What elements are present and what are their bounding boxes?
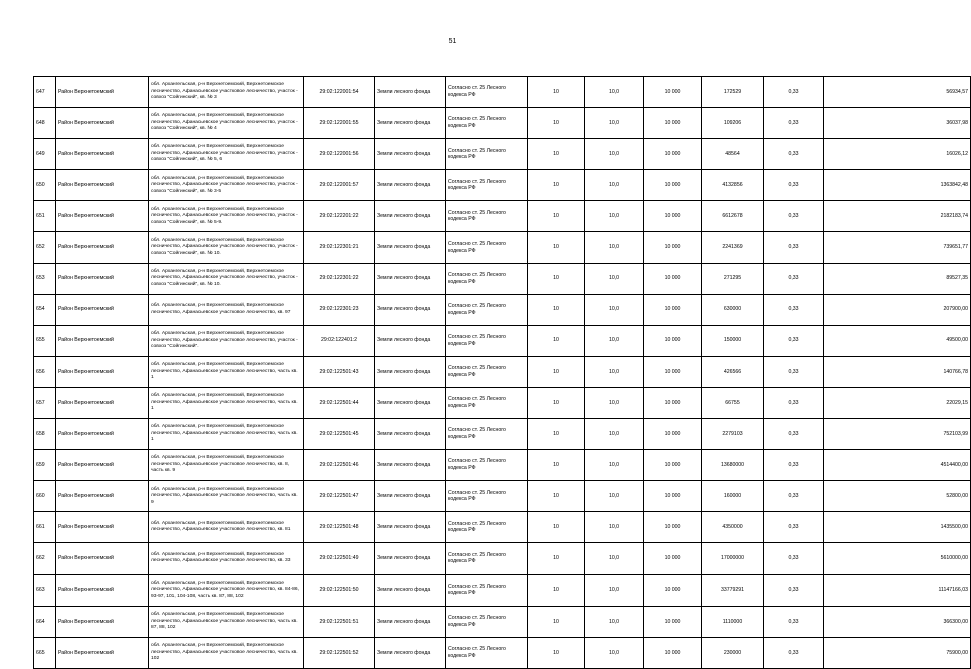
factor-cell: 10 000	[644, 638, 702, 669]
area-cell: 230000	[702, 638, 764, 669]
legal-basis-cell: Согласно ст. 25 Лесного кодекса РФ	[446, 574, 528, 607]
row-number: 660	[34, 481, 56, 512]
term-cell: 10	[528, 450, 585, 481]
district-cell: Район Верхнетоемский	[56, 543, 149, 574]
legal-basis-cell: Согласно ст. 25 Лесного кодекса РФ	[446, 638, 528, 669]
coefficient-cell: 0,33	[764, 201, 824, 232]
district-cell: Район Верхнетоемский	[56, 607, 149, 638]
table-row	[34, 638, 971, 669]
table-row	[34, 543, 971, 574]
cadastral-number-cell: 29:02:122001:55	[304, 108, 375, 139]
amount-cell: 207900,00	[824, 294, 971, 325]
district-cell: Район Верхнетоемский	[56, 638, 149, 669]
table-row	[34, 108, 971, 139]
amount-cell: 16026,12	[824, 139, 971, 170]
row-number: 655	[34, 325, 56, 356]
legal-basis-cell: Согласно ст. 25 Лесного кодекса РФ	[446, 419, 528, 450]
coefficient-cell: 0,33	[764, 325, 824, 356]
term-cell: 10	[528, 108, 585, 139]
area-cell: 271295	[702, 263, 764, 294]
table-row	[34, 607, 971, 638]
table-row	[34, 139, 971, 170]
table-row	[34, 201, 971, 232]
factor-cell: 10 000	[644, 574, 702, 607]
address-cell: обл. Архангельская, р-н Верхнетоемский, Верхнетоемское лесничество, Афанасьевское участковое лесничество, участок - совхоз "Сойгинский".	[149, 325, 304, 356]
legal-basis-cell: Согласно ст. 25 Лесного кодекса РФ	[446, 294, 528, 325]
legal-basis-cell: Согласно ст. 25 Лесного кодекса РФ	[446, 607, 528, 638]
row-number: 659	[34, 450, 56, 481]
row-number: 665	[34, 638, 56, 669]
area-cell: 66755	[702, 387, 764, 418]
row-number: 658	[34, 419, 56, 450]
land-category-cell: Земли лесного фонда	[375, 356, 446, 387]
rate-cell: 10,0	[585, 294, 644, 325]
term-cell: 10	[528, 638, 585, 669]
coefficient-cell: 0,33	[764, 77, 824, 108]
coefficient-cell: 0,33	[764, 638, 824, 669]
address-cell: обл. Архангельская, р-н Верхнетоемский, Верхнетоемское лесничество, Афанасьевское участковое лесничество, часть кв. 87, 88, 102	[149, 607, 304, 638]
row-number: 651	[34, 201, 56, 232]
rate-cell: 10,0	[585, 356, 644, 387]
factor-cell: 10 000	[644, 607, 702, 638]
land-category-cell: Земли лесного фонда	[375, 139, 446, 170]
land-category-cell: Земли лесного фонда	[375, 201, 446, 232]
address-cell: обл. Архангельская, р-н Верхнетоемский, Верхнетоемское лесничество, Афанасьевское участковое лесничество, участок - совхоз "Сойгинский", кв. № 10.	[149, 263, 304, 294]
amount-cell: 89527,35	[824, 263, 971, 294]
factor-cell: 10 000	[644, 170, 702, 201]
cadastral-number-cell: 29:02:122301:23	[304, 294, 375, 325]
term-cell: 10	[528, 512, 585, 543]
row-number: 648	[34, 108, 56, 139]
table-row	[34, 170, 971, 201]
land-category-cell: Земли лесного фонда	[375, 419, 446, 450]
cadastral-number-cell: 29:02:122501:46	[304, 450, 375, 481]
row-number: 657	[34, 387, 56, 418]
amount-cell: 1363842,48	[824, 170, 971, 201]
legal-basis-cell: Согласно ст. 25 Лесного кодекса РФ	[446, 170, 528, 201]
term-cell: 10	[528, 419, 585, 450]
amount-cell: 366300,00	[824, 607, 971, 638]
rate-cell: 10,0	[585, 170, 644, 201]
legal-basis-cell: Согласно ст. 25 Лесного кодекса РФ	[446, 387, 528, 418]
district-cell: Район Верхнетоемский	[56, 201, 149, 232]
rate-cell: 10,0	[585, 325, 644, 356]
amount-cell: 22029,15	[824, 387, 971, 418]
rate-cell: 10,0	[585, 77, 644, 108]
amount-cell: 75900,00	[824, 638, 971, 669]
cadastral-number-cell: 29:02:122001:57	[304, 170, 375, 201]
area-cell: 630000	[702, 294, 764, 325]
cadastral-number-cell: 29:02:122501:45	[304, 419, 375, 450]
district-cell: Район Верхнетоемский	[56, 325, 149, 356]
table-body	[34, 77, 971, 669]
legal-basis-cell: Согласно ст. 25 Лесного кодекса РФ	[446, 512, 528, 543]
term-cell: 10	[528, 543, 585, 574]
rate-cell: 10,0	[585, 543, 644, 574]
cadastral-number-cell: 29:02:122201:22	[304, 201, 375, 232]
page-number: 51	[448, 38, 457, 45]
area-cell: 109206	[702, 108, 764, 139]
cadastral-number-cell: 29:02:122301:22	[304, 263, 375, 294]
factor-cell: 10 000	[644, 294, 702, 325]
legal-basis-cell: Согласно ст. 25 Лесного кодекса РФ	[446, 450, 528, 481]
area-cell: 4132856	[702, 170, 764, 201]
row-number: 647	[34, 77, 56, 108]
coefficient-cell: 0,33	[764, 232, 824, 263]
table-row	[34, 77, 971, 108]
row-number: 649	[34, 139, 56, 170]
amount-cell: 752103,99	[824, 419, 971, 450]
land-category-cell: Земли лесного фонда	[375, 607, 446, 638]
term-cell: 10	[528, 294, 585, 325]
rate-cell: 10,0	[585, 108, 644, 139]
legal-basis-cell: Согласно ст. 25 Лесного кодекса РФ	[446, 232, 528, 263]
address-cell: обл. Архангельская, р-н Верхнетоемский, Верхнетоемское лесничество, Афанасьевское участковое лесничество, часть кв. 102	[149, 638, 304, 669]
amount-cell: 52800,00	[824, 481, 971, 512]
district-cell: Район Верхнетоемский	[56, 387, 149, 418]
factor-cell: 10 000	[644, 108, 702, 139]
area-cell: 33779291	[702, 574, 764, 607]
coefficient-cell: 0,33	[764, 139, 824, 170]
factor-cell: 10 000	[644, 201, 702, 232]
factor-cell: 10 000	[644, 139, 702, 170]
district-cell: Район Верхнетоемский	[56, 481, 149, 512]
cadastral-number-cell: 29:02:122401:2	[304, 325, 375, 356]
term-cell: 10	[528, 170, 585, 201]
term-cell: 10	[528, 232, 585, 263]
address-cell: обл. Архангельская, р-н Верхнетоемский, Верхнетоемское лесничество, Афанасьевское участковое лесничество, часть кв. 1	[149, 356, 304, 387]
factor-cell: 10 000	[644, 356, 702, 387]
land-category-cell: Земли лесного фонда	[375, 232, 446, 263]
district-cell: Район Верхнетоемский	[56, 419, 149, 450]
address-cell: обл. Архангельская, р-н Верхнетоемский, Верхнетоемское лесничество, Афанасьевское участковое лесничество, участок - совхоз "Сойгинский", кв. № 4	[149, 108, 304, 139]
land-category-cell: Земли лесного фонда	[375, 170, 446, 201]
coefficient-cell: 0,33	[764, 607, 824, 638]
factor-cell: 10 000	[644, 232, 702, 263]
table-row	[34, 325, 971, 356]
factor-cell: 10 000	[644, 325, 702, 356]
coefficient-cell: 0,33	[764, 170, 824, 201]
legal-basis-cell: Согласно ст. 25 Лесного кодекса РФ	[446, 108, 528, 139]
address-cell: обл. Архангельская, р-н Верхнетоемский, Верхнетоемское лесничество, Афанасьевское участковое лесничество, кв. 84-86, 93-97, 101, 104-108, часть кв. 87, 88, 102	[149, 574, 304, 607]
land-category-cell: Земли лесного фонда	[375, 543, 446, 574]
table-row	[34, 356, 971, 387]
table-row	[34, 450, 971, 481]
area-cell: 172529	[702, 77, 764, 108]
land-register-table	[33, 76, 971, 669]
rate-cell: 10,0	[585, 387, 644, 418]
amount-cell: 56934,57	[824, 77, 971, 108]
area-cell: 426566	[702, 356, 764, 387]
table-row	[34, 387, 971, 418]
area-cell: 150000	[702, 325, 764, 356]
cadastral-number-cell: 29:02:122001:54	[304, 77, 375, 108]
area-cell: 160000	[702, 481, 764, 512]
amount-cell: 2182183,74	[824, 201, 971, 232]
factor-cell: 10 000	[644, 387, 702, 418]
address-cell: обл. Архангельская, р-н Верхнетоемский, Верхнетоемское лесничество, Афанасьевское участковое лесничество, участок - совхоз "Сойгинский", кв. № 10.	[149, 232, 304, 263]
land-category-cell: Земли лесного фонда	[375, 638, 446, 669]
factor-cell: 10 000	[644, 543, 702, 574]
term-cell: 10	[528, 607, 585, 638]
rate-cell: 10,0	[585, 638, 644, 669]
row-number: 663	[34, 574, 56, 607]
rate-cell: 10,0	[585, 201, 644, 232]
table-row	[34, 263, 971, 294]
table-row	[34, 419, 971, 450]
cadastral-number-cell: 29:02:122501:44	[304, 387, 375, 418]
row-number: 664	[34, 607, 56, 638]
factor-cell: 10 000	[644, 450, 702, 481]
amount-cell: 140766,78	[824, 356, 971, 387]
cadastral-number-cell: 29:02:122501:51	[304, 607, 375, 638]
address-cell: обл. Архангельская, р-н Верхнетоемский, Верхнетоемское лесничество, Афанасьевское участковое лесничество, участок - совхоз "Сойгинский", кв. № 3-5	[149, 170, 304, 201]
area-cell: 13680000	[702, 450, 764, 481]
address-cell: обл. Архангельская, р-н Верхнетоемский, Верхнетоемское лесничество, Афанасьевское участковое лесничество, участок - совхоз "Сойгинский", кв. № 5, 6	[149, 139, 304, 170]
land-category-cell: Земли лесного фонда	[375, 294, 446, 325]
cadastral-number-cell: 29:02:122501:50	[304, 574, 375, 607]
amount-cell: 49500,00	[824, 325, 971, 356]
coefficient-cell: 0,33	[764, 263, 824, 294]
rate-cell: 10,0	[585, 419, 644, 450]
term-cell: 10	[528, 201, 585, 232]
area-cell: 17000000	[702, 543, 764, 574]
coefficient-cell: 0,33	[764, 419, 824, 450]
table-row	[34, 574, 971, 607]
coefficient-cell: 0,33	[764, 543, 824, 574]
cadastral-number-cell: 29:02:122501:43	[304, 356, 375, 387]
factor-cell: 10 000	[644, 77, 702, 108]
row-number: 654	[34, 294, 56, 325]
area-cell: 4350000	[702, 512, 764, 543]
table-row	[34, 232, 971, 263]
legal-basis-cell: Согласно ст. 25 Лесного кодекса РФ	[446, 356, 528, 387]
coefficient-cell: 0,33	[764, 574, 824, 607]
legal-basis-cell: Согласно ст. 25 Лесного кодекса РФ	[446, 263, 528, 294]
area-cell: 2241369	[702, 232, 764, 263]
coefficient-cell: 0,33	[764, 294, 824, 325]
address-cell: обл. Архангельская, р-н Верхнетоемский, Верхнетоемское лесничество, Афанасьевское участковое лесничество, кв. 33	[149, 543, 304, 574]
coefficient-cell: 0,33	[764, 481, 824, 512]
row-number: 652	[34, 232, 56, 263]
district-cell: Район Верхнетоемский	[56, 356, 149, 387]
coefficient-cell: 0,33	[764, 387, 824, 418]
land-category-cell: Земли лесного фонда	[375, 450, 446, 481]
land-category-cell: Земли лесного фонда	[375, 512, 446, 543]
amount-cell: 36037,98	[824, 108, 971, 139]
cadastral-number-cell: 29:02:122501:47	[304, 481, 375, 512]
address-cell: обл. Архангельская, р-н Верхнетоемский, Верхнетоемское лесничество, Афанасьевское участковое лесничество, часть кв. 9	[149, 481, 304, 512]
term-cell: 10	[528, 139, 585, 170]
coefficient-cell: 0,33	[764, 356, 824, 387]
cadastral-number-cell: 29:02:122501:49	[304, 543, 375, 574]
address-cell: обл. Архангельская, р-н Верхнетоемский, Верхнетоемское лесничество, Афанасьевское участковое лесничество, участок - совхоз "Сойгинский", кв. № 3	[149, 77, 304, 108]
district-cell: Район Верхнетоемский	[56, 512, 149, 543]
rate-cell: 10,0	[585, 512, 644, 543]
land-category-cell: Земли лесного фонда	[375, 387, 446, 418]
address-cell: обл. Архангельская, р-н Верхнетоемский, Верхнетоемское лесничество, Афанасьевское участковое лесничество, кв. 8, часть кв. 9	[149, 450, 304, 481]
amount-cell: 1435500,00	[824, 512, 971, 543]
term-cell: 10	[528, 387, 585, 418]
row-number: 662	[34, 543, 56, 574]
cadastral-number-cell: 29:02:122501:48	[304, 512, 375, 543]
district-cell: Район Верхнетоемский	[56, 294, 149, 325]
legal-basis-cell: Согласно ст. 25 Лесного кодекса РФ	[446, 77, 528, 108]
rate-cell: 10,0	[585, 481, 644, 512]
land-category-cell: Земли лесного фонда	[375, 574, 446, 607]
area-cell: 2279103	[702, 419, 764, 450]
district-cell: Район Верхнетоемский	[56, 232, 149, 263]
amount-cell: 11147166,03	[824, 574, 971, 607]
amount-cell: 739651,77	[824, 232, 971, 263]
legal-basis-cell: Согласно ст. 25 Лесного кодекса РФ	[446, 201, 528, 232]
table-row	[34, 481, 971, 512]
rate-cell: 10,0	[585, 263, 644, 294]
district-cell: Район Верхнетоемский	[56, 139, 149, 170]
coefficient-cell: 0,33	[764, 512, 824, 543]
address-cell: обл. Архангельская, р-н Верхнетоемский, Верхнетоемское лесничество, Афанасьевское участковое лесничество, часть кв. 1	[149, 419, 304, 450]
district-cell: Район Верхнетоемский	[56, 574, 149, 607]
table-row	[34, 294, 971, 325]
address-cell: обл. Архангельская, р-н Верхнетоемский, Верхнетоемское лесничество, Афанасьевское участковое лесничество, кв. 81	[149, 512, 304, 543]
land-category-cell: Земли лесного фонда	[375, 481, 446, 512]
term-cell: 10	[528, 574, 585, 607]
land-category-cell: Земли лесного фонда	[375, 77, 446, 108]
rate-cell: 10,0	[585, 574, 644, 607]
area-cell: 1110000	[702, 607, 764, 638]
land-category-cell: Земли лесного фонда	[375, 325, 446, 356]
cadastral-number-cell: 29:02:122301:21	[304, 232, 375, 263]
rate-cell: 10,0	[585, 232, 644, 263]
district-cell: Район Верхнетоемский	[56, 77, 149, 108]
row-number: 656	[34, 356, 56, 387]
legal-basis-cell: Согласно ст. 25 Лесного кодекса РФ	[446, 543, 528, 574]
row-number: 650	[34, 170, 56, 201]
district-cell: Район Верхнетоемский	[56, 263, 149, 294]
coefficient-cell: 0,33	[764, 450, 824, 481]
factor-cell: 10 000	[644, 419, 702, 450]
term-cell: 10	[528, 356, 585, 387]
address-cell: обл. Архангельская, р-н Верхнетоемский, Верхнетоемское лесничество, Афанасьевское участковое лесничество, часть кв. 1	[149, 387, 304, 418]
land-category-cell: Земли лесного фонда	[375, 108, 446, 139]
row-number: 653	[34, 263, 56, 294]
factor-cell: 10 000	[644, 512, 702, 543]
row-number: 661	[34, 512, 56, 543]
table-row	[34, 512, 971, 543]
factor-cell: 10 000	[644, 481, 702, 512]
rate-cell: 10,0	[585, 607, 644, 638]
address-cell: обл. Архангельская, р-н Верхнетоемский, Верхнетоемское лесничество, Афанасьевское участковое лесничество, кв. 97	[149, 294, 304, 325]
term-cell: 10	[528, 263, 585, 294]
rate-cell: 10,0	[585, 139, 644, 170]
area-cell: 48564	[702, 139, 764, 170]
factor-cell: 10 000	[644, 263, 702, 294]
legal-basis-cell: Согласно ст. 25 Лесного кодекса РФ	[446, 139, 528, 170]
coefficient-cell: 0,33	[764, 108, 824, 139]
district-cell: Район Верхнетоемский	[56, 108, 149, 139]
amount-cell: 4514400,00	[824, 450, 971, 481]
district-cell: Район Верхнетоемский	[56, 450, 149, 481]
address-cell: обл. Архангельская, р-н Верхнетоемский, Верхнетоемское лесничество, Афанасьевское участковое лесничество, участок - совхоз "Сойгинский", кв. № 5-9.	[149, 201, 304, 232]
district-cell: Район Верхнетоемский	[56, 170, 149, 201]
legal-basis-cell: Согласно ст. 25 Лесного кодекса РФ	[446, 325, 528, 356]
amount-cell: 5610000,00	[824, 543, 971, 574]
legal-basis-cell: Согласно ст. 25 Лесного кодекса РФ	[446, 481, 528, 512]
land-category-cell: Земли лесного фонда	[375, 263, 446, 294]
term-cell: 10	[528, 77, 585, 108]
term-cell: 10	[528, 325, 585, 356]
cadastral-number-cell: 29:02:122501:52	[304, 638, 375, 669]
cadastral-number-cell: 29:02:122001:56	[304, 139, 375, 170]
term-cell: 10	[528, 481, 585, 512]
rate-cell: 10,0	[585, 450, 644, 481]
area-cell: 6612678	[702, 201, 764, 232]
